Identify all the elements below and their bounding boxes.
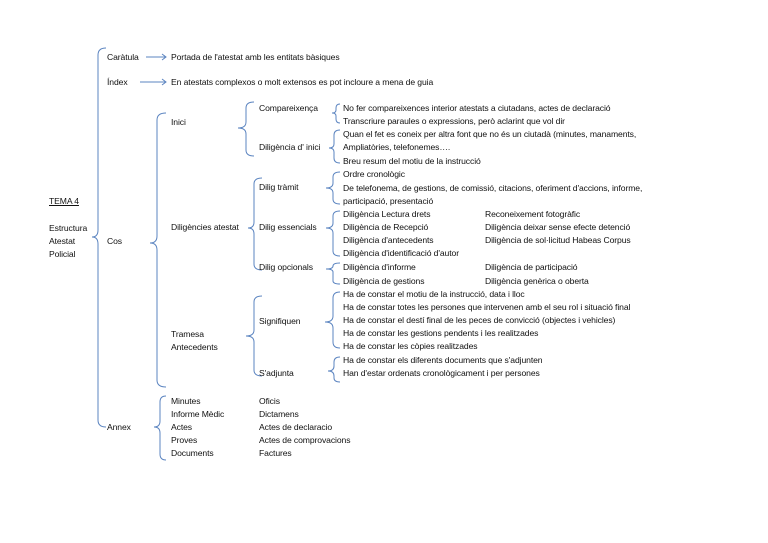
node-antecedents: Antecedents — [171, 342, 218, 352]
node-index: Índex — [107, 77, 128, 87]
diligencia-inici-item: Quan el fet es coneix per altra font que no és un ciutadà (minutes, manaments, — [343, 129, 637, 139]
bracket-compareixenca — [332, 104, 340, 123]
opcionals-item: Diligència genèrica o oberta — [485, 276, 589, 286]
arrow-caratula — [146, 54, 166, 60]
compareixenca-item: Transcriure paraules o expressions, però aclarint que vol dir — [343, 116, 565, 126]
adjunta-item: Ha de constar els diferents documents que s'adjunten — [343, 355, 543, 365]
bracket-tramit — [326, 172, 340, 204]
diligencia-inici-item: Breu resum del motiu de la instrucció — [343, 156, 481, 166]
annex-item: Dictamens — [259, 409, 299, 419]
essencials-item: Reconeixement fotogràfic — [485, 209, 581, 219]
bracket-tramesa — [246, 296, 262, 376]
annex-item: Documents — [171, 448, 214, 458]
essencials-item: Diligència deixar sense efecte detenció — [485, 222, 631, 232]
opcionals-item: Diligència de gestions — [343, 276, 425, 286]
annex-item: Oficis — [259, 396, 280, 406]
signifiquen-item: Ha de constar les gestions pendents i les realitzades — [343, 328, 539, 338]
annex-item: Informe Mèdic — [171, 409, 225, 419]
essencials-item: Diligència d'antecedents — [343, 235, 434, 245]
node-cos: Cos — [107, 236, 122, 246]
node-compareixenca: Compareixença — [259, 103, 318, 113]
node-caratula: Caràtula — [107, 52, 139, 62]
diligencia-inici-item: Ampliatòries, telefonemes…. — [343, 142, 451, 152]
annex-item: Minutes — [171, 396, 201, 406]
arrow-index — [140, 79, 166, 85]
tramit-item: participació, presentació — [343, 196, 434, 206]
essencials-item: Diligència Lectura drets — [343, 209, 431, 219]
compareixenca-item: No fer compareixences interior atestats a ciutadans, actes de declaració — [343, 103, 611, 113]
bracket-signifiquen — [325, 292, 340, 348]
adjunta-item: Han d'estar ordenats cronològicament i per persones — [343, 368, 540, 378]
bracket-inici — [238, 102, 254, 156]
node-dilig-essencials: Dilig essencials — [259, 222, 317, 232]
bracket-essencials — [326, 211, 340, 256]
node-diligencia-inici: Diligència d' inici — [259, 142, 321, 152]
signifiquen-item: Ha de constar el motiu de la instrucció, data i lloc — [343, 289, 525, 299]
root-line-3: Policial — [49, 249, 76, 259]
signifiquen-item: Ha de constar totes les persones que intervenen amb el seu rol i situació final — [343, 302, 631, 312]
node-adjunta: S'adjunta — [259, 368, 294, 378]
node-inici: Inici — [171, 117, 186, 127]
tramit-item: Ordre cronològic — [343, 169, 405, 179]
node-diligencies-atestat: Diligències atestat — [171, 222, 239, 232]
root-line-1: Estructura — [49, 223, 88, 233]
root-title: TEMA 4 — [49, 196, 79, 206]
annex-item: Actes de comprovacions — [259, 435, 351, 445]
caratula-description: Portada de l'atestat amb les entitats bàsiques — [171, 52, 340, 62]
bracket-opcionals — [326, 263, 340, 284]
opcionals-item: Diligència de participació — [485, 262, 578, 272]
node-dilig-tramit: Dilig tràmit — [259, 182, 299, 192]
node-tramesa: Tramesa — [171, 329, 204, 339]
bracket-cos — [150, 113, 166, 387]
essencials-item: Diligència de Recepció — [343, 222, 429, 232]
signifiquen-item: Ha de constar el destí final de les peces de convicció (objectes i vehicles) — [343, 315, 616, 325]
annex-item: Actes — [171, 422, 192, 432]
index-description: En atestats complexos o molt extensos es pot incloure a mena de guia — [171, 77, 434, 87]
root-line-2: Atestat — [49, 236, 76, 246]
opcionals-item: Diligència d'informe — [343, 262, 416, 272]
node-dilig-opcionals: Dilig opcionals — [259, 262, 313, 272]
annex-item: Factures — [259, 448, 292, 458]
bracket-annex — [154, 396, 166, 460]
bracket-diligencia-inici — [329, 130, 340, 163]
annex-item: Proves — [171, 435, 198, 445]
signifiquen-item: Ha de constar les còpies realitzades — [343, 341, 478, 351]
tramit-item: De telefonema, de gestions, de comissió, citacions, oferiment d'accions, informe, — [343, 183, 643, 193]
bracket-root — [92, 48, 106, 427]
essencials-item: Diligència de sol·licitud Habeas Corpus — [485, 235, 631, 245]
bracket-adjunta — [328, 357, 340, 382]
node-signifiquen: Signifiquen — [259, 316, 301, 326]
node-annex: Annex — [107, 422, 131, 432]
annex-item: Actes de declaracio — [259, 422, 333, 432]
essencials-item: Diligència d'identificació d'autor — [343, 248, 459, 258]
